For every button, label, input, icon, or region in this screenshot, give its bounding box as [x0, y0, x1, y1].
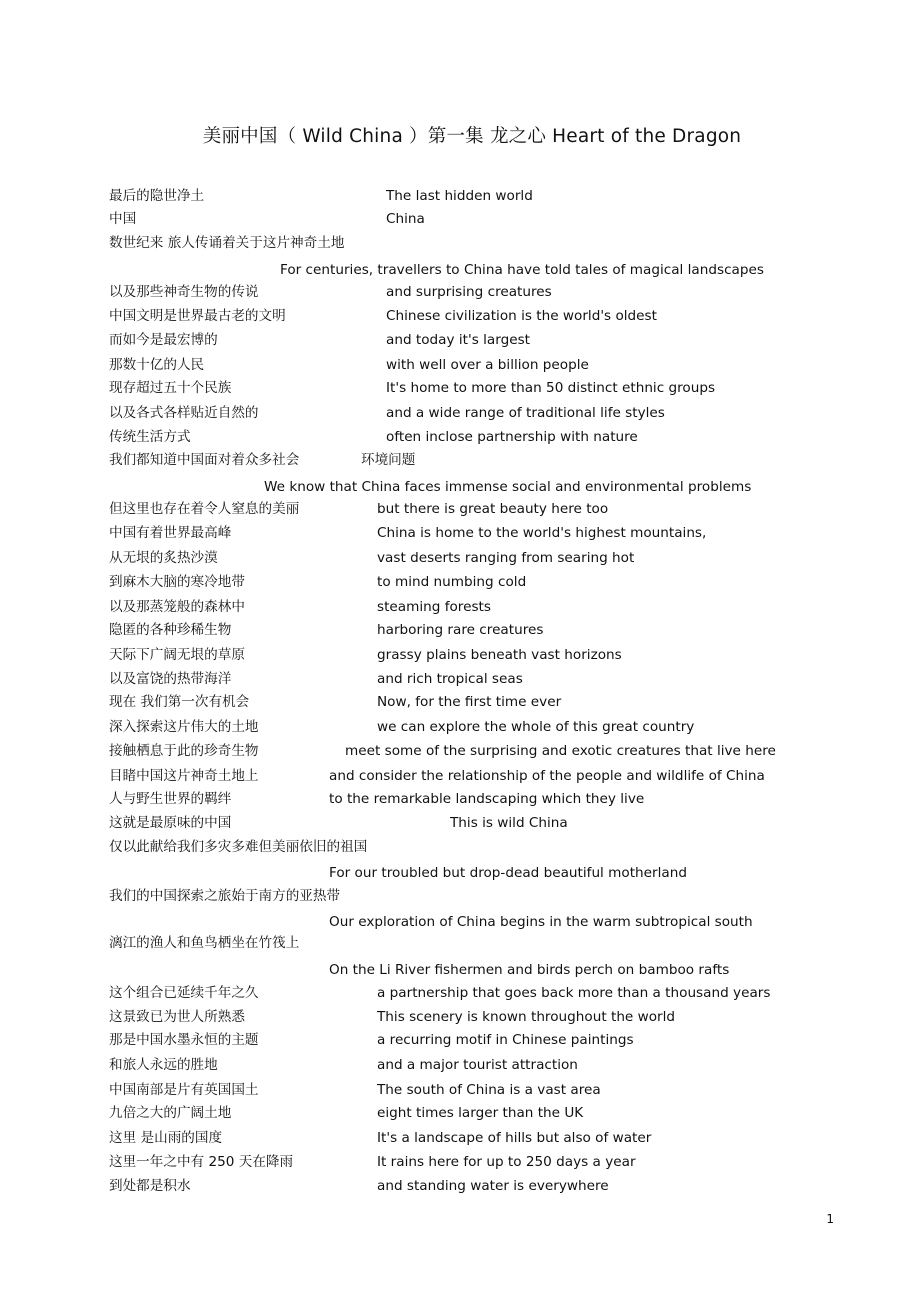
subtitle-line-en: The south of China is a vast area — [377, 1082, 601, 1098]
subtitle-line-zh: 人与野生世界的羁绊 — [109, 791, 232, 807]
subtitle-line-en: meet some of the surprising and exotic creatures that live here — [345, 743, 776, 759]
subtitle-line-zh: 而如今是最宏博的 — [109, 332, 218, 348]
subtitle-line-en: On the Li River fishermen and birds perch on bamboo rafts — [329, 962, 730, 978]
subtitle-line-zh: 中国有着世界最高峰 — [109, 525, 232, 541]
subtitle-line-zh: 目睹中国这片神奇土地上 — [109, 768, 259, 784]
subtitle-line-zh: 中国南部是片有英国国土 — [109, 1082, 259, 1098]
subtitle-line-en: and today it's largest — [386, 332, 530, 348]
subtitle-line-en: harboring rare creatures — [377, 622, 544, 638]
subtitle-line-zh: 环境问题 — [361, 452, 416, 468]
subtitle-line-en: and consider the relationship of the people and wildlife of China — [329, 768, 765, 784]
subtitle-line-zh: 最后的隐世净土 — [109, 188, 205, 204]
subtitle-line-en: and surprising creatures — [386, 284, 552, 300]
subtitle-line-zh: 漓江的渔人和鱼鸟栖坐在竹筏上 — [109, 935, 300, 951]
subtitle-line-en: but there is great beauty here too — [377, 501, 609, 517]
subtitle-line-en: steaming forests — [377, 599, 491, 615]
subtitle-line-zh: 那是中国水墨永恒的主题 — [109, 1032, 259, 1048]
subtitle-line-en: to the remarkable landscaping which they live — [329, 791, 645, 807]
subtitle-line-en: we can explore the whole of this great country — [377, 719, 695, 735]
subtitle-line-zh: 仅以此献给我们多灾多难但美丽依旧的祖国 — [109, 839, 368, 855]
subtitle-line-en: with well over a billion people — [386, 357, 589, 373]
subtitle-line-zh: 以及富饶的热带海洋 — [109, 671, 232, 687]
subtitle-line-zh: 到麻木大脑的寒冷地带 — [109, 574, 245, 590]
subtitle-line-en: Now, for the first time ever — [377, 694, 562, 710]
subtitle-line-zh: 以及各式各样贴近自然的 — [109, 405, 259, 421]
subtitle-line-en: This scenery is known throughout the world — [377, 1009, 676, 1025]
subtitle-line-en: This is wild China — [450, 815, 568, 831]
subtitle-line-en: The last hidden world — [386, 188, 533, 204]
subtitle-line-zh: 以及那蒸笼般的森林中 — [109, 599, 245, 615]
subtitle-line-en: and standing water is everywhere — [377, 1178, 609, 1194]
subtitle-line-zh: 我们的中国探索之旅始于南方的亚热带 — [109, 888, 341, 904]
subtitle-line-en: It's a landscape of hills but also of water — [377, 1130, 652, 1146]
subtitle-line-zh: 这里一年之中有 250 天在降雨 — [109, 1154, 294, 1170]
page-number: 1 — [826, 1212, 834, 1226]
subtitle-line-zh: 和旅人永远的胜地 — [109, 1057, 218, 1073]
subtitle-line-zh: 从无垠的炙热沙漠 — [109, 550, 218, 566]
subtitle-line-zh: 中国文明是世界最古老的文明 — [109, 308, 286, 324]
subtitle-line-en: grassy plains beneath vast horizons — [377, 647, 622, 663]
subtitle-line-zh: 九倍之大的广阔土地 — [109, 1105, 232, 1121]
subtitle-line-zh: 这个组合已延续千年之久 — [109, 985, 259, 1001]
subtitle-line-en: eight times larger than the UK — [377, 1105, 584, 1121]
subtitle-line-zh: 这里 是山雨的国度 — [109, 1130, 223, 1146]
subtitle-line-zh: 隐匿的各种珍稀生物 — [109, 622, 232, 638]
subtitle-line-en: to mind numbing cold — [377, 574, 527, 590]
subtitle-line-zh: 但这里也存在着令人窒息的美丽 — [109, 501, 300, 517]
subtitle-line-en: a recurring motif in Chinese paintings — [377, 1032, 634, 1048]
subtitle-line-en: It rains here for up to 250 days a year — [377, 1154, 636, 1170]
subtitle-line-zh: 到处都是积水 — [109, 1178, 191, 1194]
subtitle-line-en: Chinese civilization is the world's oldest — [386, 308, 657, 324]
subtitle-line-zh: 这景致已为世人所熟悉 — [109, 1009, 245, 1025]
subtitle-line-zh: 接触栖息于此的珍奇生物 — [109, 743, 259, 759]
subtitle-line-en: For centuries, travellers to China have told tales of magical landscapes — [280, 262, 764, 278]
subtitle-line-zh: 现存超过五十个民族 — [109, 380, 232, 396]
subtitle-line-zh: 以及那些神奇生物的传说 — [109, 284, 259, 300]
subtitle-line-en: Our exploration of China begins in the warm subtropical south — [329, 914, 753, 930]
subtitle-line-en: and a wide range of traditional life styles — [386, 405, 665, 421]
subtitle-line-zh: 数世纪来 旅人传诵着关于这片神奇土地 — [109, 235, 345, 251]
subtitle-line-zh: 传统生活方式 — [109, 429, 191, 445]
subtitle-line-zh: 我们都知道中国面对着众多社会 — [109, 452, 300, 468]
subtitle-line-en: a partnership that goes back more than a thousand years — [377, 985, 771, 1001]
subtitle-line-zh: 现在 我们第一次有机会 — [109, 694, 250, 710]
subtitle-line-zh: 这就是最原味的中国 — [109, 815, 232, 831]
subtitle-line-en: For our troubled but drop-dead beautiful motherland — [329, 865, 687, 881]
subtitle-line-zh: 中国 — [109, 211, 137, 227]
subtitle-line-zh: 那数十亿的人民 — [109, 357, 205, 373]
subtitle-line-en: China is home to the world's highest mountains, — [377, 525, 707, 541]
subtitle-line-zh: 深入探索这片伟大的土地 — [109, 719, 259, 735]
subtitle-line-en: It's home to more than 50 distinct ethnic groups — [386, 380, 716, 396]
subtitle-line-en: and a major tourist attraction — [377, 1057, 578, 1073]
subtitle-line-en: China — [386, 211, 425, 227]
subtitle-line-en: and rich tropical seas — [377, 671, 523, 687]
subtitle-line-en: often inclose partnership with nature — [386, 429, 638, 445]
subtitle-line-en: vast deserts ranging from searing hot — [377, 550, 635, 566]
subtitle-line-zh: 天际下广阔无垠的草原 — [109, 647, 245, 663]
document-title: 美丽中国（ Wild China ）第一集 龙之心 Heart of the Dragon — [202, 126, 742, 147]
subtitle-line-en: We know that China faces immense social and environmental problems — [264, 479, 752, 495]
